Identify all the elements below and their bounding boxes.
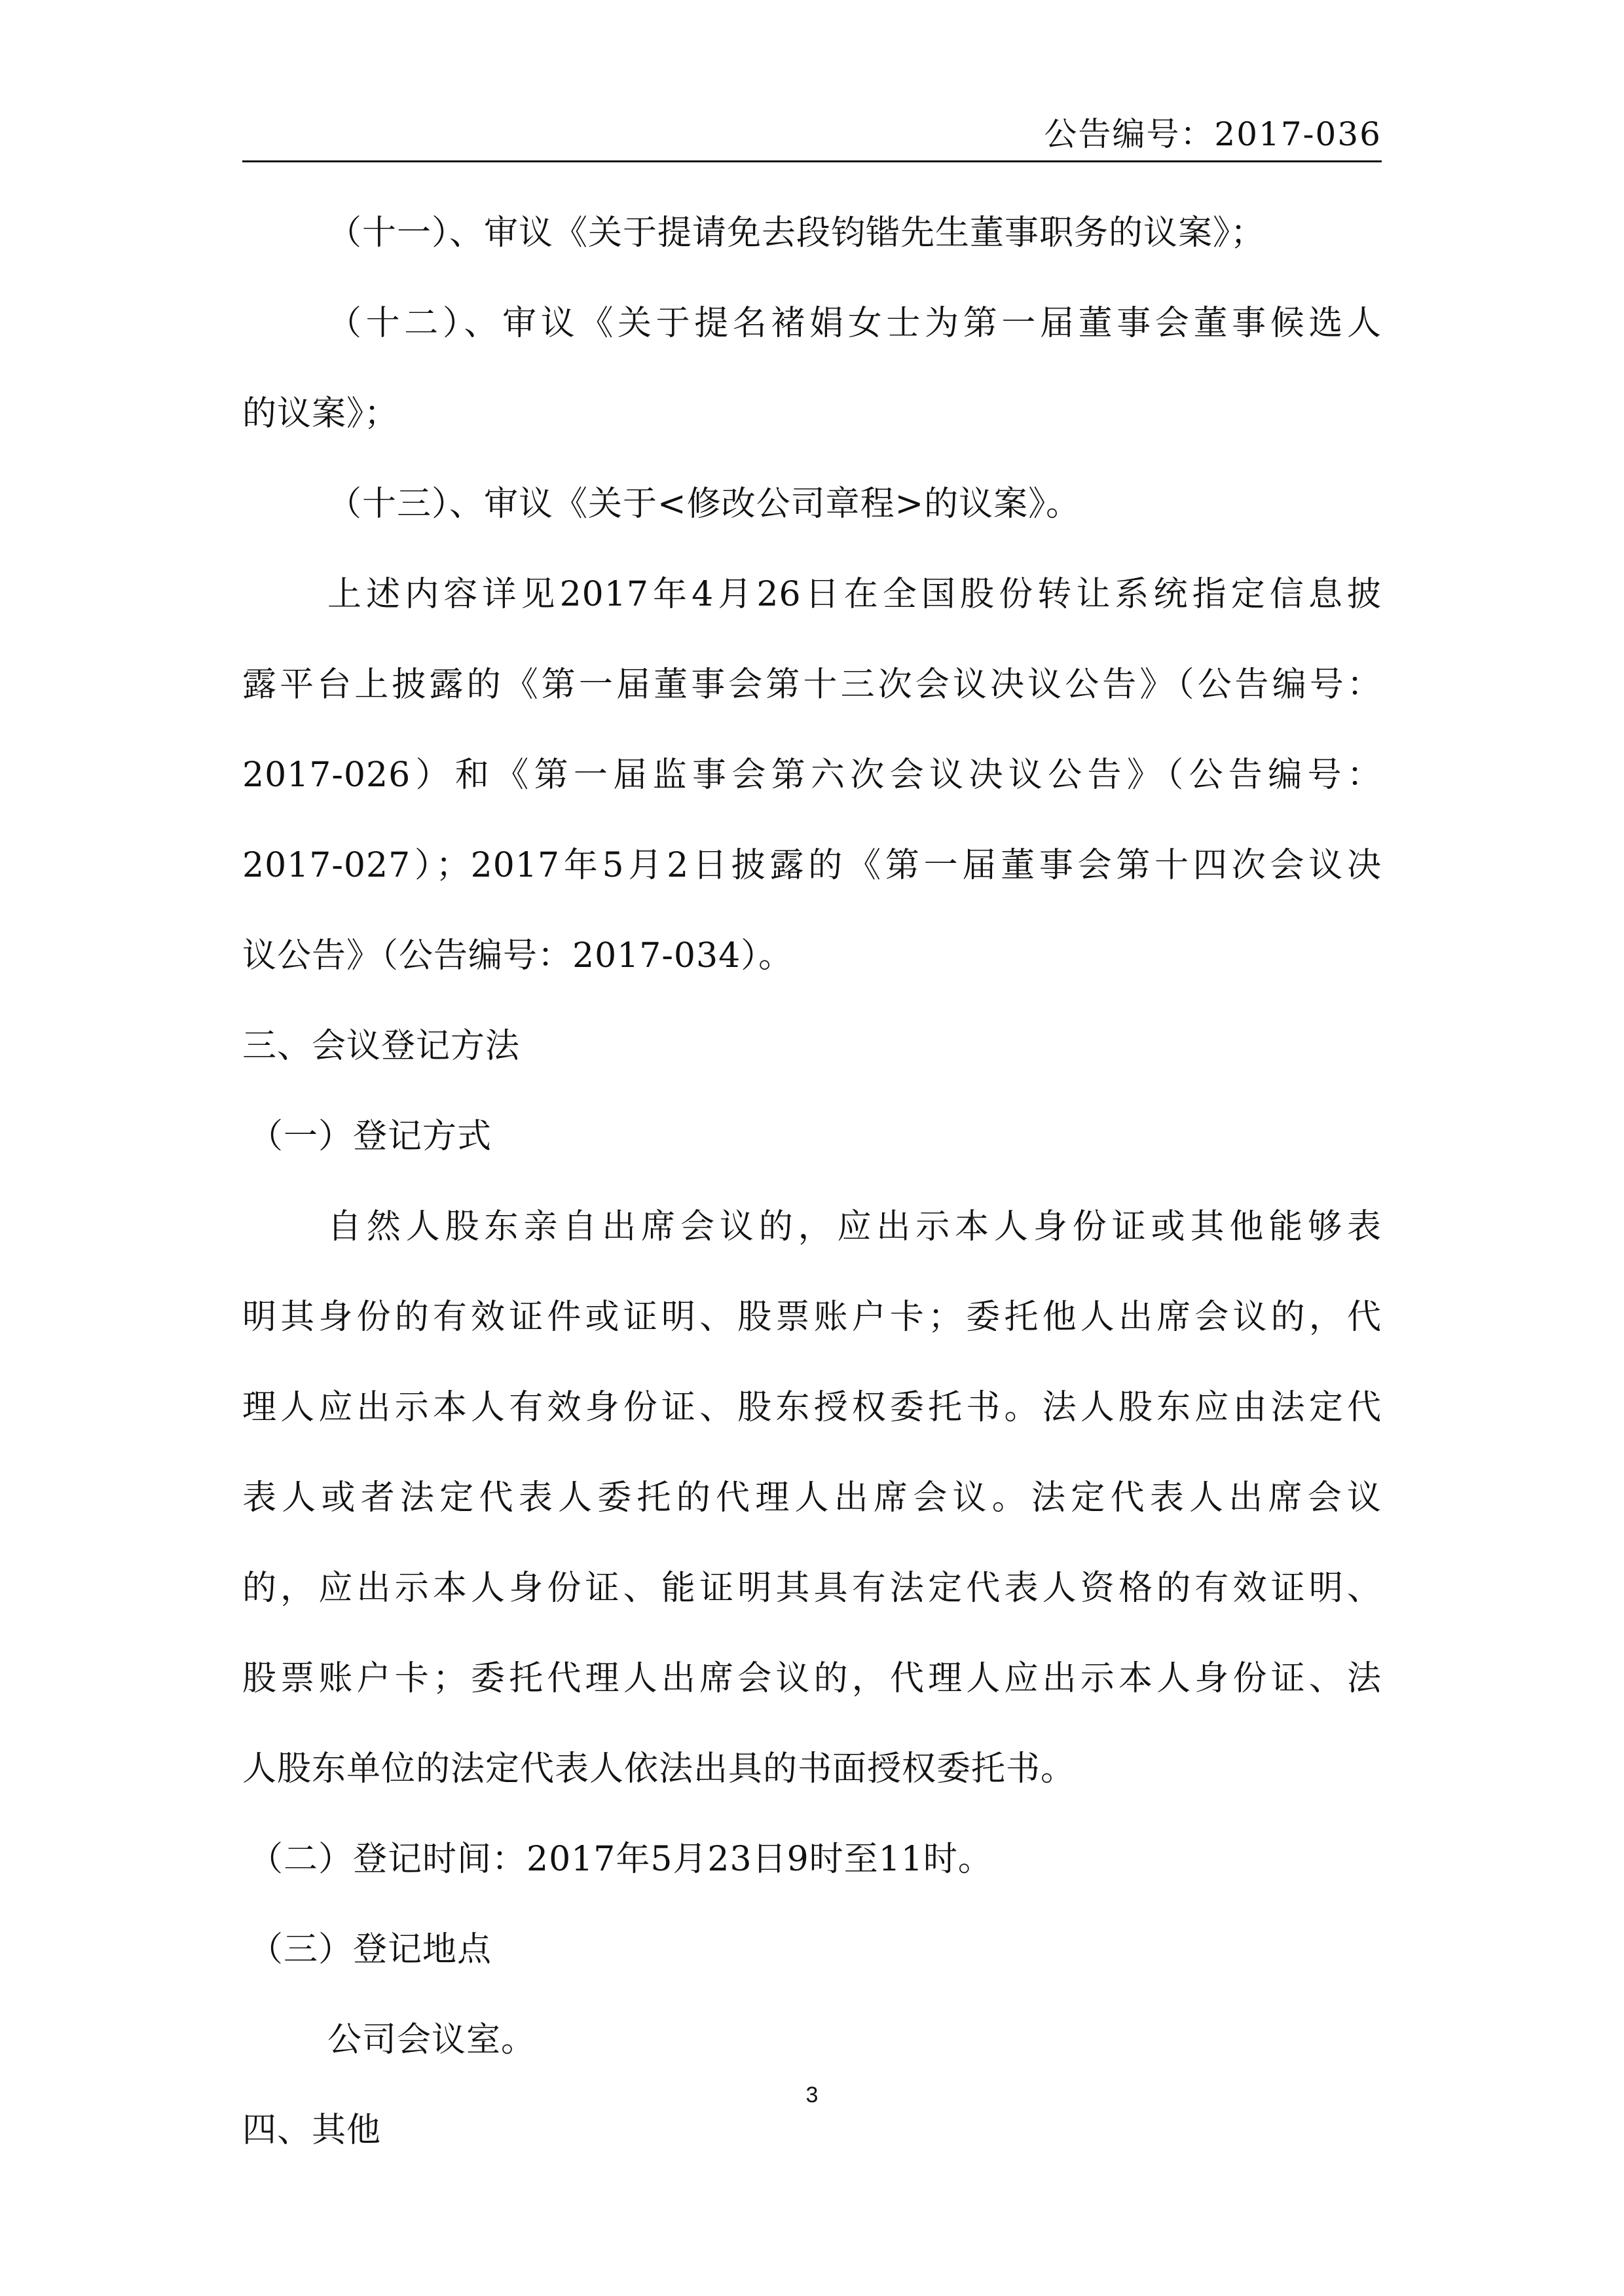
page-number: 3 bbox=[805, 2083, 819, 2107]
subsection-2-block bbox=[242, 1836, 1382, 1883]
section-heading: 四、其他 bbox=[242, 2111, 382, 2150]
paragraph-line: 明其身份的有效证件或证明、股票账户卡；委托他人出席会议的，代 bbox=[242, 1298, 1382, 1337]
document-body bbox=[242, 210, 1382, 2197]
section-heading: 三、会议登记方法 bbox=[242, 1027, 521, 1066]
registration-time: （二）登记时间：2017年5月23日9时至11时。 bbox=[249, 1840, 993, 1879]
paragraph-line: 人股东单位的法定代表人依法出具的书面授权委托书。 bbox=[242, 1749, 1076, 1789]
announcement-number: 公告编号：2017-036 bbox=[1044, 115, 1382, 153]
header-divider bbox=[242, 160, 1382, 162]
paragraph-line: 2017-027）；2017年5月2日披露的《第一届董事会第十四次会议决 bbox=[242, 846, 1382, 885]
paragraph-line: 的，应出示本人身份证、能证明其具有法定代表人资格的有效证明、 bbox=[242, 1569, 1382, 1608]
paragraph-line: （十三）、审议《关于<修改公司章程>的议案》。 bbox=[327, 484, 1081, 524]
subsection-1-heading-block bbox=[242, 1113, 1382, 1160]
registration-method-paragraph bbox=[242, 1203, 1382, 1793]
subsection-heading: （三）登记地点 bbox=[249, 1930, 492, 1969]
disclosure-paragraph bbox=[242, 571, 1382, 979]
paragraph-line: 议公告》（公告编号：2017-034）。 bbox=[242, 936, 794, 975]
paragraph-line: （十一）、审议《关于提请免去段钧锴先生董事职务的议案》； bbox=[327, 213, 1266, 253]
section-3-heading-block bbox=[242, 1023, 1382, 1070]
subsection-3-heading-block bbox=[242, 1926, 1382, 1973]
agenda-item-12 bbox=[242, 300, 1382, 437]
paragraph-line: （十二）、审议《关于提名褚娟女士为第一届董事会董事候选人 bbox=[327, 304, 1382, 343]
paragraph-line: 2017-026）和《第一届监事会第六次会议决议公告》（公告编号： bbox=[242, 756, 1382, 795]
paragraph-line: 的议案》； bbox=[242, 394, 399, 433]
section-4-heading-block bbox=[242, 2107, 1382, 2154]
paragraph-line: 表人或者法定代表人委托的代理人出席会议。法定代表人出席会议 bbox=[242, 1478, 1382, 1518]
subsection-heading: （一）登记方式 bbox=[249, 1117, 492, 1156]
registration-location: 公司会议室。 bbox=[327, 2020, 536, 2060]
paragraph-line: 上述内容详见2017年4月26日在全国股份转让系统指定信息披 bbox=[327, 575, 1382, 614]
paragraph-line: 理人应出示本人有效身份证、股东授权委托书。法人股东应由法定代 bbox=[242, 1388, 1382, 1427]
registration-location-block bbox=[242, 2016, 1382, 2064]
agenda-item-11 bbox=[242, 210, 1382, 257]
paragraph-line: 自然人股东亲自出席会议的，应出示本人身份证或其他能够表 bbox=[327, 1207, 1382, 1247]
agenda-item-13 bbox=[242, 481, 1382, 528]
paragraph-line: 股票账户卡；委托代理人出席会议的，代理人应出示本人身份证、法 bbox=[242, 1659, 1382, 1698]
paragraph-line: 露平台上披露的《第一届董事会第十三次会议决议公告》（公告编号： bbox=[242, 665, 1382, 704]
